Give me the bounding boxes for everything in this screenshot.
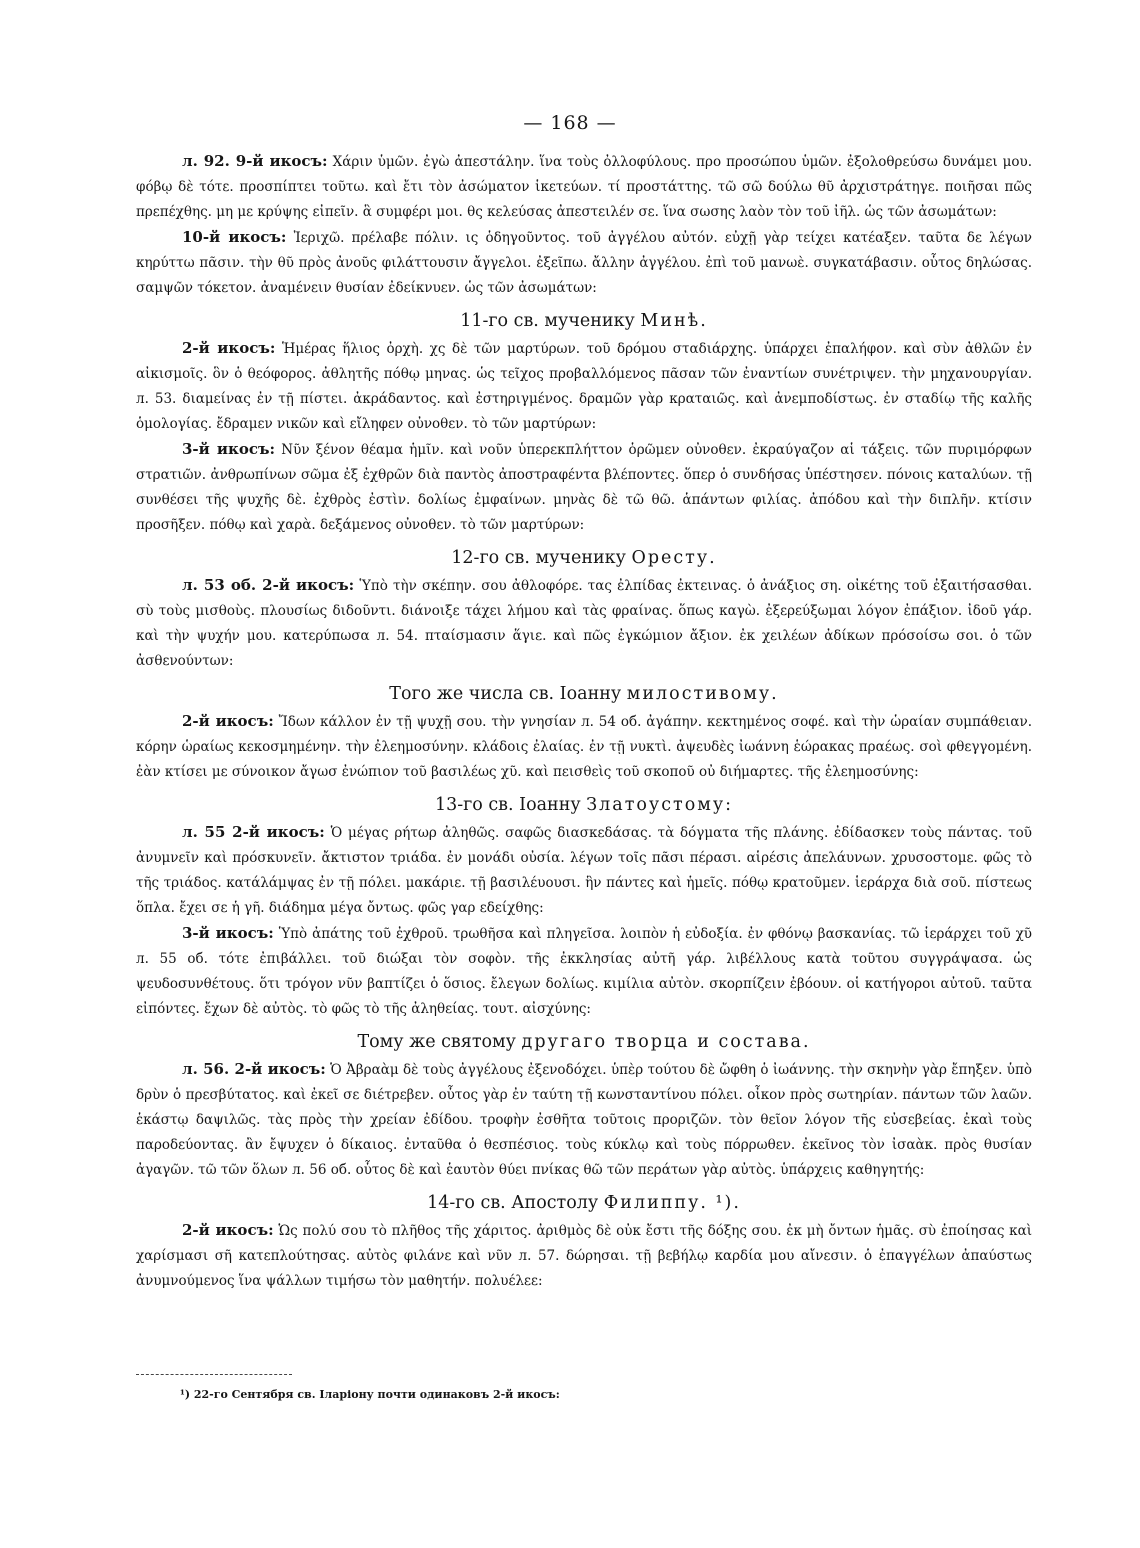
heading-saint-name: другаго творца и состава. (521, 1032, 811, 1052)
section-heading (136, 308, 1032, 334)
ikos-label: 10-й икосъ: (182, 228, 287, 246)
page-number: — 168 — (523, 112, 617, 134)
heading-prefix: 12-го св. мученику (451, 548, 626, 568)
ikos-text: Χάριν ὑμῶν. ἐγὼ ἀπεστάλην. ἵνα τοὺς ὀλλοφύλους. προ προσώπου ὑμῶν. ἐξολοθρεύσω δυνάμει μου. φόβῳ δὲ τότε. προσπίπτει τοῦτω. καὶ ἔτι τὸν ἀσώματον ἱκετεύων. τί προστάττης. τῶ σῶ δούλω θῦ ἀρχιστράτηγε. ποιῆσαι πῶς πρεπέχθης. μη με κρύψης εἰπεῖν. ἃ συμφέρι μοι. θς κελεύσας ἀπεστειλέν σε. ἵνα σωσης λαὸν τὸν τοῦ ἰῆλ. ὡς τῶν ἀσωμάτων: (136, 154, 1033, 220)
section-heading (136, 545, 1032, 571)
ikos-label: л. 56. 2-й икосъ: (182, 1060, 326, 1078)
ikos-paragraph (136, 1218, 1032, 1294)
heading-saint-name: Филиппу. ¹). (603, 1193, 741, 1213)
ikos-paragraph (136, 709, 1032, 785)
ikos-label: л. 55 2-й икосъ: (182, 823, 325, 841)
ikos-text: Ὁ μέγας ρήτωρ ἀληθῶς. σαφῶς διασκεδάσας. τὰ δόγματα τῆς πλάνης. ἐδίδασκεν τοὺς πάντας. τοῦ ἀνυμνεῖν καὶ πρόσκυνεῖν. ἄκτιστον τριάδα. ἐν μονάδι οὐσία. λέγων τοῖς πᾶσι πέρασι. αἱρέσις ἀπελάυνων. χρυσοστομε. φῶς τὸ τῆς τριάδος. κατάλάμψας ἐν τῇ πόλει. μακάριε. τῇ βασιλέυουσι. ἣν πάντες καὶ ἡμεῖς. πόθῳ κρατοῦμεν. ἱεράρχα διὰ σοῦ. πίστεως ὅπλα. ἔχει σε ἡ γῆ. διάδημα μέγα ὄντως. φῶς γαρ εδείχθης: (136, 825, 1033, 916)
ikos-text: Ὑπὸ ἀπάτης τοῦ ἐχθροῦ. τρωθῆσα καὶ πληγεῖσα. λοιπὸν ἡ εὐδοξία. ἐν φθόνῳ βασκανίας. τῶ ἱεράρχει τοῦ χῦ л. 55 об. τότε ἐπιβάλλει. τοῦ διώξαι τὸν σοφὸν. τῆς ἐκκλησίας αὐτῆ γάρ. λιβέλλους κατὰ τοῦτου συγγράψασα. ὡς ψευδοσυνθέτους. ὅτι τρόγον νῦν βαπτίζει ὁ ὅσιος. ἔλεγων δολίως. κιμίλια αὐτὸν. σκορπίζειν ἐβόουν. οἱ κατήγοροι αὐτοῦ. ταῦτα εἰπόντες. ἔχων δὲ αὐτὸς. τὸ φῶς τὸ τῆς ἀληθείας. τουτ. αἰσχύνης: (136, 926, 1033, 1017)
heading-prefix: 14-го св. Апостолу (427, 1193, 599, 1213)
ikos-paragraph (136, 921, 1032, 1022)
ikos-text: Ἰεριχῶ. πρέλαβε πόλιν. ις ὁδηγοῦντος. τοῦ ἀγγέλου αὐτόν. εὐχῇ γὰρ τείχει κατέαξεν. ταῦτα δε λέγων κηρύττω πᾶσιν. τὴν θῦ πρὸς ἀνοῦς φιλάττουσιν ἄγγελοι. ἐξεῖπω. ἄλλην ἀγγέλου. ἐπὶ τοῦ μανωὲ. συγκατάβασιν. οὗτος δηλώσας. σαμψῶν τόκετον. ἀναμένειν θυσίαν ἐδείκνυεν. ὡς τῶν ἀσωμάτων: (136, 230, 1032, 296)
section-heading (136, 792, 1032, 818)
heading-prefix: 11-го св. мученику (460, 311, 635, 331)
ikos-label: 3-й икосъ: (182, 924, 274, 942)
footnote: ¹) 22-го Сентября св. Іларіону почти одинаковъ 2-й икосъ: (180, 1388, 560, 1401)
document-body (136, 149, 1032, 1294)
ikos-paragraph (136, 437, 1032, 538)
ikos-paragraph (136, 1057, 1032, 1183)
ikos-text: Ὁ Ἀβραὰμ δὲ τοὺς ἀγγέλους ἐξενοδόχει. ὑπὲρ τούτου δὲ ὤφθη ὁ ἰωάννης. τὴν σκηνὴν γὰρ ἔπηξεν. ὑπὸ δρὺν ὁ πρεσβύτατος. καὶ ἐκεῖ σε διέτρεβεν. οὗτος γὰρ ἐν ταύτη τῇ κωνσταντίνου πόλει. οἶκον πρὸς σωτηρίαν. πάντων τῶν λαῶν. ἑκάστῳ δαψιλῶς. τὰς πρὸς τὴν χρείαν ἐδίδου. τροφὴν ἐσθῆτα τοῦτοις προριζῶν. τὸν θεῖον λόγον τῆς εὐσεβείας. ἐκαὶ τοὺς παροδεύοντας. ἂν ἔψυχεν ὁ δίκαιος. ἐνταῦθα ὁ θεσπέσιος. τοὺς κύκλῳ καὶ τοὺς πόρρωθεν. ἐκεῖνος τὸν ἰσαὰκ. πρὸς θυσίαν ἀγαγῶν. τῶ τῶν ὅλων л. 56 об. οὗτος δὲ καὶ ἑαυτὸν θύει πνίκας θῶ τῶν περάτων γὰρ αὐτὸς. ὑπάρχεις καθηγητής: (136, 1062, 1033, 1178)
heading-saint-name: милостивому. (626, 684, 779, 704)
heading-prefix: Тому же святому (357, 1032, 516, 1052)
ikos-label: 3-й икосъ: (182, 440, 276, 458)
ikos-label: 2-й икосъ: (182, 1221, 274, 1239)
ikos-label: л. 92. 9-й икосъ: (182, 152, 328, 170)
ikos-paragraph (136, 225, 1032, 301)
heading-saint-name: Минѣ. (640, 311, 708, 331)
section-heading (136, 1029, 1032, 1055)
ikos-paragraph (136, 149, 1032, 225)
ikos-paragraph (136, 820, 1032, 921)
ikos-label: 2-й икосъ: (182, 712, 274, 730)
footnote-divider (136, 1374, 292, 1375)
ikos-text: Ἡμέρας ἥλιος ὀρχὴ. χς δὲ τῶν μαρτύρων. τοῦ δρόμου σταδιάρχης. ὑπάρχει ἐπαλήφον. καὶ σὺν ἀθλῶν ἐν αἰκισμοῖς. ὃν ὁ θεόφορος. ἀθλητῆς πόθῳ μηνας. ὡς τεῖχος προβαλλόμενος πᾶσαν τῶν ἐναντίων συνέτριψεν. τὴν μηχανουργίαν. л. 53. διαμείνας ἐν τῇ πίστει. ἀκράδαντος. καὶ ἐστηριγμένος. δραμῶν γὰρ κραταιῶς. καὶ ἀνεμποδίστως. ἐν σταδίῳ τῆς καλῆς ὁμολογίας. ἔδραμεν νικῶν καὶ εἴληφεν οὐνοθεν. τὸ τῶν μαρτύρων: (136, 341, 1033, 432)
ikos-paragraph (136, 336, 1032, 437)
ikos-text: Ὡς πολύ σου τὸ πλῆθος τῆς χάριτος. ἀριθμὸς δὲ οὐκ ἔστι τῆς δόξης σου. ἐκ μὴ ὄντων ἡμᾶς. σὺ ἐποίησας καὶ χαρίσμασι σῆ κατεπλούτησας. αὐτὸς φιλάνε καὶ νῦν л. 57. δώρησαι. τῇ βεβήλῳ καρδία μου αἴνεσιν. ὁ ἐπαγγέλων ἀπαύστως ἀνυμνούμενος ἵνα ψάλλων τιμήσω τὸν μαθητήν. πολυέλεε: (136, 1223, 1032, 1289)
ikos-text: Ὑπὸ τὴν σκέπην. σου ἀθλοφόρε. τας ἐλπίδας ἐκτεινας. ὁ ἀνάξιος ση. οἰκέτης τοῦ ἐξαιτήσασθαι. σὺ τοὺς μισθοὺς. πλουσίως διδοῦντι. διάνοιξε τάχει λήμου καὶ τὰς φραίνας. ὅπως καγὼ. ἐξερεύξωμαι λόγον ἐπάξιον. ἰδοῦ γάρ. καὶ τὴν ψυχήν μου. κατερύπωσα л. 54. πταίσμασιν ἅγιε. καὶ πῶς ἐγκώμιον ἄξιον. ἐκ χειλέων ἀδίκων πρόσοίσω σοι. ὁ τῶν ἀσθενούντων: (136, 578, 1032, 669)
ikos-text: Ἴδων κάλλον ἐν τῇ ψυχῇ σου. τὴν γνησίαν л. 54 об. ἀγάπην. κεκτημένος σοφέ. καὶ τὴν ὡραίαν συμπάθειαν. κόρην ὡραίως κεκοσμημένην. τὴν ἐλεημοσύνην. κλάδοις ἐλαίας. ἐν τῇ νυκτὶ. ἀψευδὲς ἰωάννη ἑώρακας πραέως. σοὶ φθεγγομένη. ἐὰν κτίσει με σύνοικον ἄγωσ ἐνώπιον τοῦ βασιλέως χῦ. καὶ πεισθεὶς τοῦ σκοποῦ οὐ διήμαρτες. τῆς ἐλεημοσύνης: (136, 714, 1033, 780)
heading-prefix: 13-го св. Іоанну (434, 795, 581, 815)
section-heading (136, 1190, 1032, 1216)
section-heading (136, 681, 1032, 707)
heading-saint-name: Оресту. (631, 548, 717, 568)
ikos-paragraph (136, 573, 1032, 674)
heading-saint-name: Златоустому: (586, 795, 734, 815)
heading-prefix: Того же числа св. Іоанну (389, 684, 622, 704)
ikos-label: л. 53 об. 2-й икосъ: (182, 576, 355, 594)
ikos-text: Νῦν ξένον θέαμα ἡμῖν. καὶ νοῦν ὑπερεκπλήττον ὁρῶμεν οὐνοθεν. ἐκραύγαζον αἱ τάξεις. τῶν πυριμόρφων στρατιῶν. ἀνθρωπίνων σῶμα ἐξ ἐχθρῶν διὰ παντὸς ἀποστραφέντα βλέποντες. ὅπερ ὁ συνδήσας ὑπέστησεν. πόνοις καταλύων. τῇ συνθέσει τῆς ψυχῆς δὲ. ἐχθρὸς ἐστὶν. δολίως ἐμφαίνων. μηνὰς δὲ τῶ θῶ. ἁπάντων φιλίας. ἀπόδου καὶ τὴν διπλῆν. κτίσιν προσῆξεν. πόθῳ καὶ χαρὰ. δεξάμενος οὐνοθεν. τὸ τῶν μαρτύρων: (136, 442, 1032, 533)
ikos-label: 2-й икосъ: (182, 339, 276, 357)
